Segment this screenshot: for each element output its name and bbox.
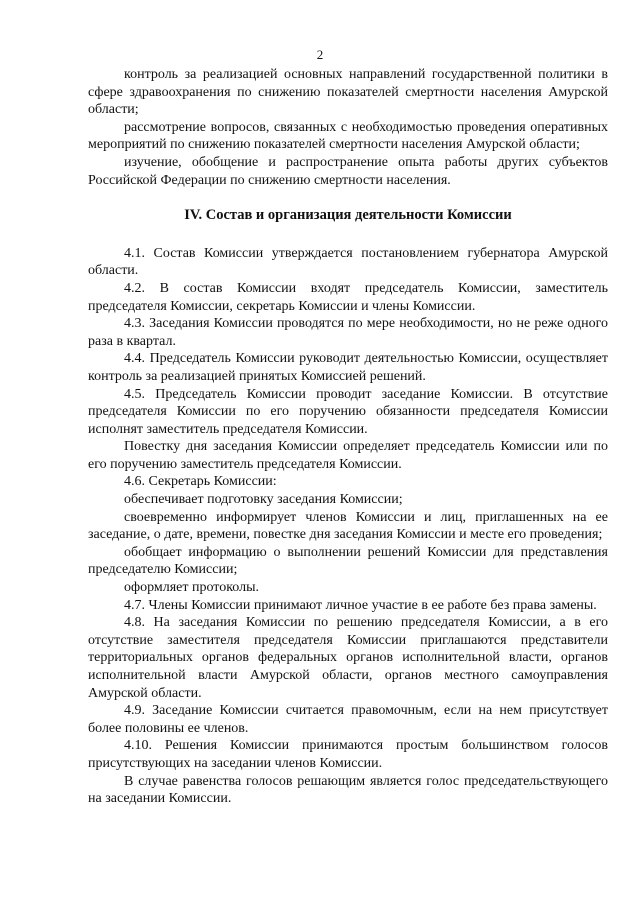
section-heading: IV. Состав и организация деятельности Комиссии: [184, 207, 512, 224]
paragraph-secretary-1: обеспечивает подготовку заседания Комиссии;: [124, 492, 403, 508]
paragraph-4-7: 4.7. Члены Комиссии принимают личное участие в ее работе без права замены.: [124, 597, 597, 613]
paragraph-4-1: 4.1. Состав Комиссии утверждается постановлением губернатора Амурской области.: [88, 245, 608, 279]
paragraph-4-5: 4.5. Председатель Комиссии проводит заседание Комиссии. В отсутствие председателя Комиссии по его поручению обязанности председателя Комиссии исполнят заместитель председателя Комиссии.: [88, 386, 608, 437]
paragraph-intro-3: изучение, обобщение и распространение опыта работы других субъектов Российской Федерации по снижению смертности населения.: [88, 154, 608, 188]
paragraph-4-10: 4.10. Решения Комиссии принимаются простым большинством голосов присутствующих на заседании членов Комиссии.: [88, 738, 608, 771]
paragraph-4-9: 4.9. Заседание Комиссии считается правомочным, если на нем присутствует более половины ее членов.: [88, 703, 608, 736]
document-body: [88, 66, 608, 808]
paragraph-agenda: Повестку дня заседания Комиссии определяет председатель Комиссии или по его поручению заместитель председателя Комиссии.: [88, 439, 608, 472]
paragraph-intro-2: рассмотрение вопросов, связанных с необходимостью проведения оперативных мероприятий по снижению показателей смертности населения Амурской области;: [88, 119, 608, 153]
paragraph-4-3: 4.3. Заседания Комиссии проводятся по мере необходимости, но не реже одного раза в квартал.: [88, 316, 608, 349]
paragraph-4-4: 4.4. Председатель Комиссии руководит деятельностью Комиссии, осуществляет контроль за реализацией принятых Комиссией решений.: [88, 351, 608, 384]
paragraph-secretary-2: своевременно информирует членов Комиссии и лиц, приглашенных на ее заседание, о дате, времени, повестке дня заседания Комиссии и месте его проведения;: [88, 509, 608, 543]
paragraph-secretary-3: обобщает информацию о выполнении решений Комиссии для представления председателю Комиссии;: [88, 544, 608, 578]
page-number: 2: [316, 47, 324, 62]
paragraph-secretary-4: оформляет протоколы.: [124, 580, 260, 596]
paragraph-4-6: 4.6. Секретарь Комиссии:: [124, 474, 277, 490]
paragraph-intro-1: контроль за реализацией основных направлений государственной политики в сфере здравоохранения по снижению показателей смертности населения Амурской области;: [88, 67, 608, 118]
paragraph-4-8: 4.8. На заседания Комиссии по решению председателя Комиссии, а в его отсутствие заместителя председателя Комиссии приглашаются представители территориальных органов федеральных органов исполнительной власти, органов исполнительной власти Амурской области, органов местного самоуправления Амурской области.: [88, 615, 608, 701]
paragraph-4-2: 4.2. В состав Комиссии входят председатель Комиссии, заместитель председателя Комиссии, секретарь Комиссии и члены Комиссии.: [88, 280, 608, 314]
paragraph-tie-vote: В случае равенства голосов решающим является голос председательствующего на заседании Комиссии.: [88, 773, 608, 807]
